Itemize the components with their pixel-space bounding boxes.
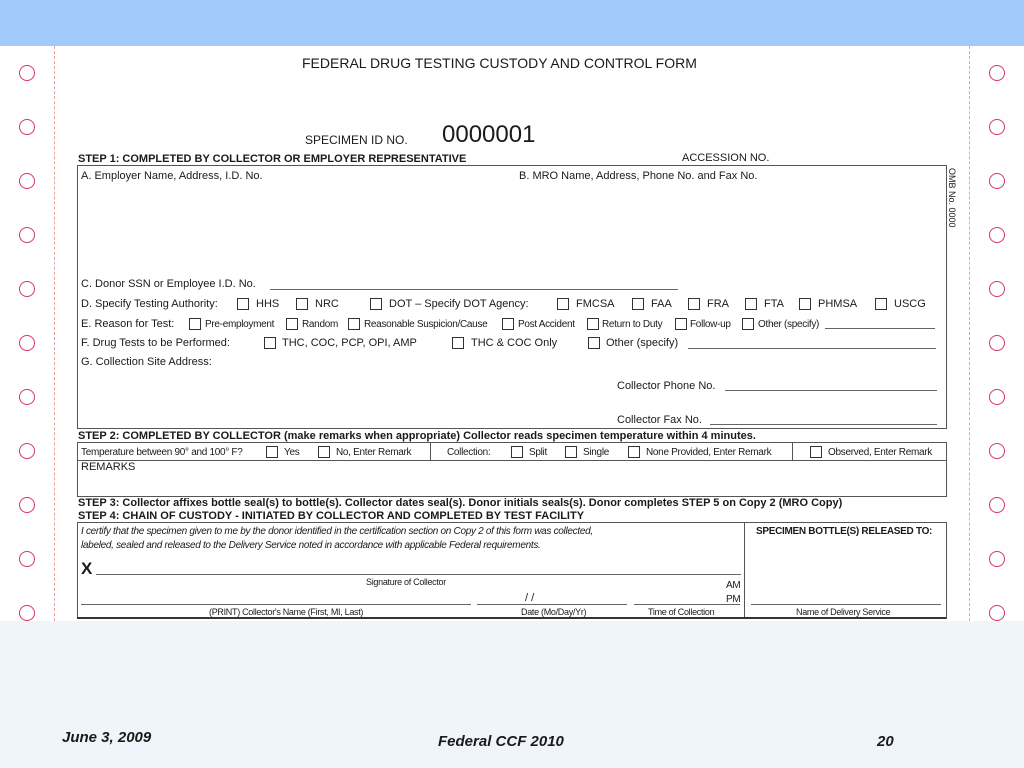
signature-x-mark: X xyxy=(81,559,93,578)
testing-authority-label: D. Specify Testing Authority: xyxy=(81,298,218,310)
post-accident-label: Post Accident xyxy=(518,319,575,330)
return-to-duty-label: Return to Duty xyxy=(602,319,663,330)
drug-tests-label: F. Drug Tests to be Performed: xyxy=(81,337,230,349)
footer-date: June 3, 2009 xyxy=(62,729,152,746)
feed-hole xyxy=(989,281,1005,297)
return-to-duty-checkbox[interactable] xyxy=(587,318,599,330)
feed-hole xyxy=(989,119,1005,135)
collector-signature-line[interactable] xyxy=(96,574,741,575)
follow-up-checkbox[interactable] xyxy=(675,318,687,330)
feed-hole xyxy=(989,605,1005,621)
footer-title: Federal CCF 2010 xyxy=(438,733,564,750)
temp-no-label: No, Enter Remark xyxy=(336,447,412,458)
collector-name-label: (PRINT) Collector's Name (First, MI, Last) xyxy=(209,607,364,617)
reason-other-checkbox[interactable] xyxy=(742,318,754,330)
accession-label: ACCESSION NO. xyxy=(682,152,770,164)
right-perforation xyxy=(969,46,970,621)
released-to-label: SPECIMEN BOTTLE(S) RELEASED TO: xyxy=(756,526,933,537)
feed-hole xyxy=(989,443,1005,459)
collection-site-label: G. Collection Site Address: xyxy=(81,356,212,368)
feed-hole xyxy=(19,173,35,189)
signature-label: Signature of Collector xyxy=(366,577,446,587)
collector-fax-label: Collector Fax No. xyxy=(617,414,702,426)
collector-phone-label: Collector Phone No. xyxy=(617,380,716,392)
feed-hole xyxy=(19,443,35,459)
nrc-checkbox[interactable] xyxy=(296,298,308,310)
donor-id-label: C. Donor SSN or Employee I.D. No. xyxy=(81,278,256,290)
split-label: Split xyxy=(529,447,547,458)
faa-label: FAA xyxy=(651,298,672,310)
pre-employment-label: Pre-employment xyxy=(205,319,275,330)
tests-other-line[interactable] xyxy=(688,348,936,349)
specimen-id-label: SPECIMEN ID NO. xyxy=(305,133,408,147)
temperature-label: Temperature between 90° and 100° F? xyxy=(81,447,243,458)
certification-line-2: labeled, sealed and released to the Delivery Service noted in accordance with applicable Federal requirements. xyxy=(81,540,541,551)
feed-hole xyxy=(19,65,35,81)
form-title: FEDERAL DRUG TESTING CUSTODY AND CONTROL FORM xyxy=(302,55,697,71)
reason-other-label: Other (specify) xyxy=(758,319,820,330)
tests-other-checkbox[interactable] xyxy=(588,337,600,349)
split-checkbox[interactable] xyxy=(511,446,523,458)
none-provided-checkbox[interactable] xyxy=(628,446,640,458)
collector-name-line[interactable] xyxy=(81,604,471,605)
thc-coc-label: THC & COC Only xyxy=(471,337,558,349)
five-panel-label: THC, COC, PCP, OPI, AMP xyxy=(282,337,417,349)
time-label: Time of Collection xyxy=(648,607,715,617)
fra-checkbox[interactable] xyxy=(688,298,700,310)
step2-divider xyxy=(77,460,946,461)
collector-phone-line[interactable] xyxy=(725,390,937,391)
delivery-service-label: Name of Delivery Service xyxy=(796,607,891,617)
feed-hole xyxy=(19,281,35,297)
step2-col-sep-2 xyxy=(792,442,793,460)
footer-page-number: 20 xyxy=(877,733,894,750)
date-separators: / / xyxy=(525,592,535,604)
employer-field-label: A. Employer Name, Address, I.D. No. xyxy=(81,170,263,182)
faa-checkbox[interactable] xyxy=(632,298,644,310)
step3-header: STEP 3: Collector affixes bottle seal(s) to bottle(s). Collector dates seal(s). Donor initials seals(s). Donor completes STEP 5 on Copy 2 (MRO Copy) xyxy=(78,497,843,509)
left-perforation xyxy=(54,46,55,621)
uscg-label: USCG xyxy=(894,298,926,310)
feed-hole xyxy=(19,389,35,405)
single-checkbox[interactable] xyxy=(565,446,577,458)
feed-hole xyxy=(19,335,35,351)
single-label: Single xyxy=(583,447,609,458)
feed-hole xyxy=(989,389,1005,405)
uscg-checkbox[interactable] xyxy=(875,298,887,310)
five-panel-checkbox[interactable] xyxy=(264,337,276,349)
feed-hole xyxy=(19,227,35,243)
thc-coc-checkbox[interactable] xyxy=(452,337,464,349)
date-label: Date (Mo/Day/Yr) xyxy=(521,607,587,617)
fta-checkbox[interactable] xyxy=(745,298,757,310)
feed-hole xyxy=(989,497,1005,513)
pre-employment-checkbox[interactable] xyxy=(189,318,201,330)
am-label: AM xyxy=(726,580,741,591)
step2-header: STEP 2: COMPLETED BY COLLECTOR (make remarks when appropriate) Collector reads specimen temperature within 4 minutes. xyxy=(78,430,756,442)
fta-label: FTA xyxy=(764,298,784,310)
hhs-checkbox[interactable] xyxy=(237,298,249,310)
dot-checkbox[interactable] xyxy=(370,298,382,310)
reason-label: E. Reason for Test: xyxy=(81,318,175,330)
collector-fax-line[interactable] xyxy=(710,424,937,425)
dot-label: DOT – Specify DOT Agency: xyxy=(389,298,529,310)
slide-header-bar xyxy=(0,0,1024,46)
collection-time-line[interactable] xyxy=(634,604,740,605)
donor-id-line[interactable] xyxy=(270,289,678,290)
collection-type-label: Collection: xyxy=(447,447,491,458)
step4-col-sep xyxy=(744,522,745,617)
random-label: Random xyxy=(302,319,338,330)
feed-hole xyxy=(989,335,1005,351)
step1-header: STEP 1: COMPLETED BY COLLECTOR OR EMPLOYER REPRESENTATIVE xyxy=(78,153,467,165)
temp-yes-label: Yes xyxy=(284,447,300,458)
omb-number: OMB No. 0000 xyxy=(947,168,957,228)
fmcsa-label: FMCSA xyxy=(576,298,615,310)
step2-col-sep-1 xyxy=(430,442,431,460)
collection-date-line[interactable] xyxy=(477,604,627,605)
nrc-label: NRC xyxy=(315,298,339,310)
phmsa-checkbox[interactable] xyxy=(799,298,811,310)
temp-no-checkbox[interactable] xyxy=(318,446,330,458)
temp-yes-checkbox[interactable] xyxy=(266,446,278,458)
observed-label: Observed, Enter Remark xyxy=(828,447,932,458)
pm-label: PM xyxy=(726,594,741,605)
feed-hole xyxy=(989,227,1005,243)
feed-hole xyxy=(19,605,35,621)
specimen-id-number: 0000001 xyxy=(442,121,536,148)
step4-header: STEP 4: CHAIN OF CUSTODY - INITIATED BY COLLECTOR AND COMPLETED BY TEST FACILITY xyxy=(78,510,585,522)
remarks-label: REMARKS xyxy=(81,461,136,473)
reason-other-line[interactable] xyxy=(825,328,935,329)
certification-line-1: I certify that the specimen given to me by the donor identified in the certification section on Copy 2 of this form was collected, xyxy=(81,526,593,537)
delivery-service-line[interactable] xyxy=(751,604,941,605)
observed-checkbox[interactable] xyxy=(810,446,822,458)
tests-other-label: Other (specify) xyxy=(606,337,679,349)
feed-hole xyxy=(989,65,1005,81)
feed-hole xyxy=(19,497,35,513)
hhs-label: HHS xyxy=(256,298,280,310)
feed-hole xyxy=(989,551,1005,567)
mro-field-label: B. MRO Name, Address, Phone No. and Fax No. xyxy=(519,170,758,182)
fmcsa-checkbox[interactable] xyxy=(557,298,569,310)
feed-hole xyxy=(989,173,1005,189)
feed-hole xyxy=(19,119,35,135)
random-checkbox[interactable] xyxy=(286,318,298,330)
feed-hole xyxy=(19,551,35,567)
follow-up-label: Follow-up xyxy=(690,319,731,330)
post-accident-checkbox[interactable] xyxy=(502,318,514,330)
reasonable-suspicion-label: Reasonable Suspicion/Cause xyxy=(364,319,488,330)
fra-label: FRA xyxy=(707,298,729,310)
none-provided-label: None Provided, Enter Remark xyxy=(646,447,772,458)
phmsa-label: PHMSA xyxy=(818,298,858,310)
reasonable-suspicion-checkbox[interactable] xyxy=(348,318,360,330)
